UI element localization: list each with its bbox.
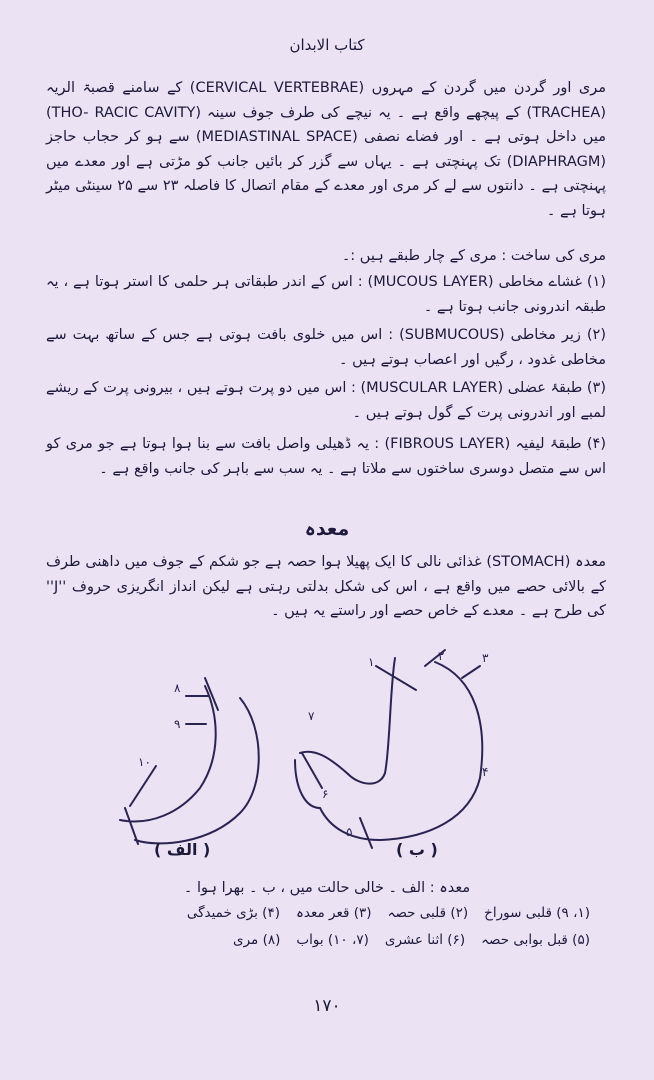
legend-item: (۳) قعر معدہ	[295, 905, 372, 921]
legend-title: معدہ : الف ۔ خالی حالت میں ، ب ۔ بھرا ہوا ۔	[183, 880, 471, 896]
figure-caption-a: ( الف )	[154, 840, 211, 859]
legend-item: (۲) قلبی حصہ	[387, 905, 469, 921]
legend-item: (۷، ۱۰) بواب	[296, 932, 369, 948]
legend-item: (۵) قبل بوابی حصہ	[481, 932, 590, 948]
label-a-8: ۸	[174, 681, 181, 695]
legend-row-2	[70, 932, 590, 948]
stomach-b-cardia-line	[376, 666, 416, 690]
legend-item: (۱، ۹) قلبی سوراخ	[484, 905, 590, 921]
stomach-paragraph: معدہ (STOMACH) غذائی نالی کا ایک پھیلا ہوا حصہ ہے جو شکم کے جوف میں داھنی طرف کے بالائی حصے میں واقع ہے ، اس کی شکل بدلتی رہتی ہے لیکن انداز انگریزی حروف ''J'' کی طرح ہے ۔ معدے کے خاص حصے اور راستے یہ ہیں ۔	[46, 554, 606, 619]
label-a-10: ۱۰	[138, 755, 151, 769]
label-b-7: ۷	[308, 709, 315, 723]
stomach-b-duodenum	[295, 760, 320, 808]
label-b-1: ۱	[368, 655, 375, 669]
stomach-diagram-b	[295, 649, 489, 848]
legend-row-1	[70, 905, 590, 921]
layer-item-submucous: (۲) زیر مخاطی (SUBMUCOUS) : اس میں خلوی بافت ہوتی ہے جس کے ساتھ بہت سے مخاطی غدود ، رگیں اور اعصاب ہوتے ہیں ۔	[46, 327, 606, 368]
label-b-6: ۶	[322, 787, 329, 801]
page-number: ۱۷۰	[313, 996, 341, 1016]
figure-caption-b: ( ب )	[396, 840, 438, 859]
layers-heading: مری کی ساخت : مری کے چار طبقے ہیں :۔	[341, 248, 606, 264]
stomach-b-pyloric-line	[360, 818, 372, 848]
stomach-diagram-a	[120, 678, 259, 844]
label-a-9: ۹	[174, 717, 181, 731]
stomach-a-pylorus-line	[125, 808, 138, 844]
layer-item-mucous: (۱) غشاے مخاطی (MUCOUS LAYER) : اس کے اندر طبقاتی ہر حلمی کا استر ہوتا ہے ، یہ طبقہ اندرونی جانب ہوتا ہے ۔	[46, 274, 606, 315]
label-b-5: ۵	[346, 825, 353, 839]
page-header-title: کتاب الابدان	[289, 36, 365, 54]
stomach-b-pointer-6	[302, 753, 322, 788]
stomach-section-title: معدہ	[304, 518, 350, 540]
layer-item-fibrous: (۴) طبقۂ لیفیہ (FIBROUS LAYER) : یہ ڈھیلی واصل بافت سے بنا ہوا ہوتا ہے جو مری کو اس سے متصل دوسری ساختوں سے ملاتا ہے ۔ یہ سب سے باہر کی جانب واقع ہے ۔	[46, 436, 606, 477]
label-b-3: ۳	[482, 651, 489, 665]
stomach-b-pointer-3	[462, 666, 480, 678]
intro-paragraph: مری اور گردن میں گردن کے مہروں (CERVICAL VERTEBRAE) کے سامنے قصبۃ الریہ (TRACHEA) کے پیچھے واقع ہے ۔ یہ نیچے کی طرف جوف سینہ (THO- RACIC CAVITY) میں داخل ہوتی ہے ۔ اور فضاے نصفی (MEDIASTINAL SPACE) سے ہو کر حجاب حاجز (DIAPHRAGM) تک پہنچتی ہے ۔ یہاں سے گزر کر بائیں جانب کو مڑتی ہے اور معدے میں پہنچتی ہے ۔ دانتوں سے لے کر مری اور معدے کے مقام اتصال کا فاصلہ ۲۳ سے ۲۵ سینٹی میٹر ہوتا ہے ۔	[46, 80, 606, 219]
label-b-4: ۴	[482, 765, 489, 779]
stomach-b-outer	[320, 662, 482, 840]
legend-item: (۸) مری	[233, 932, 281, 948]
stomach-a-pointer-10	[130, 766, 156, 806]
stomach-b-upper	[348, 658, 395, 784]
layer-item-muscular: (۳) طبقۂ عضلی (MUSCULAR LAYER) : اس میں دو پرت ہوتے ہیں ، بیرونی پرت کے ریشے لمبے اور اندرونی پرت کے گول ہوتے ہیں ۔	[46, 380, 606, 421]
legend-item: (۶) اثنا عشری	[384, 932, 466, 948]
label-b-2: ۲	[438, 649, 445, 663]
legend-item: (۴) بڑی خمیدگی	[186, 905, 280, 921]
